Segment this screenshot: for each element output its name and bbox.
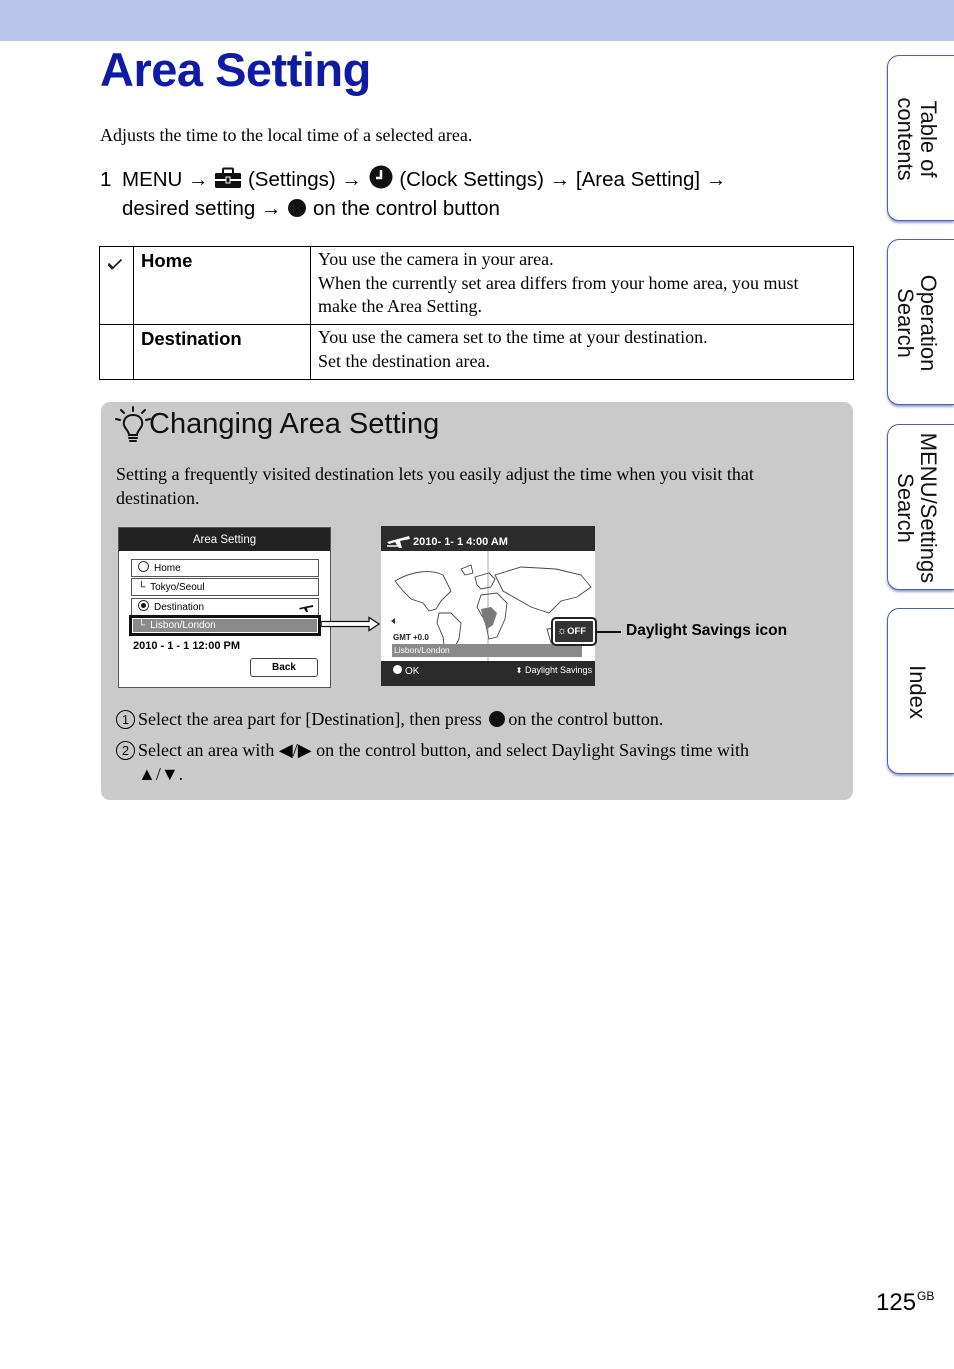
tab-line: MENU/Settings [916,432,942,584]
menu-label: MENU [122,168,183,191]
daylight-label: Daylight Savings [524,665,592,675]
step-text: on the control button. [508,709,664,729]
description-line: When the currently set area differs from your home area, you must [318,272,799,293]
hint-text: Setting a frequently visited destination lets you easily adjust the time when you visit that destination. [116,464,754,508]
description-line: make the Area Setting. [318,296,482,316]
world-map-screen [381,526,595,686]
sun-icon: ☼ [557,625,568,637]
home-label: Home [154,563,181,574]
table-row [100,247,854,325]
description-line: You use the camera set to the time at your destination. [318,327,708,347]
desired-setting-label: desired setting [122,197,256,220]
arrow-icon: → [705,168,727,191]
destination-city [129,615,321,636]
tab-line: Search [893,473,919,543]
tab-index[interactable] [887,608,954,774]
clock-settings-label: (Clock Settings) [399,168,544,191]
center-button-icon [488,710,506,728]
ok-hint [393,665,419,677]
branch-icon: └ [138,582,146,593]
screen-datetime: 2010- 1- 1 4:00 AM [413,536,508,548]
page-title: Area Setting [100,43,371,96]
center-button-icon [287,198,307,218]
daylight-hint [516,665,592,675]
step-text: ▲/▼. [138,764,184,784]
description-line: You use the camera in your area. [318,249,554,269]
tab-line: Search [893,288,919,358]
arrow-icon: → [549,168,571,191]
back-button: Back [250,658,318,677]
home-option [131,559,319,577]
area-setting-screen [118,527,331,688]
option-description [311,247,854,325]
option-name: Home [134,247,311,325]
tab-line: contents [893,97,919,181]
top-color-band [0,0,954,41]
screen-header: Area Setting [119,528,330,551]
arrow-icon: → [261,197,282,220]
tab-line: Operation [916,274,942,372]
daylight-savings-callout: Daylight Savings icon [626,622,788,639]
checkmark-icon [107,258,123,270]
option-description [311,325,854,380]
tab-label [884,240,951,406]
airplane-icon [386,529,412,549]
tab-label [884,425,951,591]
tab-line: Index [905,665,930,719]
page-number-value: 125 [876,1289,917,1316]
default-mark-cell [100,247,134,325]
up-down-icon: ⬍ [515,666,523,675]
selected-city: Lisbon/London [392,644,582,657]
airplane-icon [298,601,314,613]
destination-city-label: Lisbon/London [150,620,216,631]
area-setting-label: [Area Setting] [575,168,701,191]
destination-option [131,598,319,616]
hint-box [101,402,853,800]
tab-label [884,56,951,222]
tab-label [884,609,951,775]
clock-icon [368,165,394,189]
step-text: Select the area part for [Destination], then press [138,709,482,729]
screen-datetime: 2010 - 1 - 1 12:00 PM [133,640,241,652]
description-line: Set the destination area. [318,350,490,371]
daylight-savings-badge [553,619,595,644]
center-button-icon [393,665,402,674]
pointer-arrow [319,616,381,632]
radio-selected-icon [138,600,149,611]
lightbulb-icon [115,406,151,446]
tab-table-of-contents[interactable] [887,55,954,221]
home-city-label: Tokyo/Seoul [150,582,205,593]
table-row [100,325,854,380]
intro-text: Adjusts the time to the local time of a selected area. [100,125,473,145]
destination-label: Destination [154,602,205,613]
home-city [131,578,319,596]
callout-line [595,631,621,633]
radio-icon [138,561,149,572]
step-marker: 1 [116,710,135,729]
settings-label: (Settings) [247,168,336,191]
arrow-icon: → [341,168,362,191]
step-number: 1 [100,168,112,191]
ok-label: OK [405,666,420,677]
hint-step-2 [116,738,826,786]
arrow-icon: → [188,168,209,191]
gmt-offset: GMT +0.0 [393,633,429,642]
control-button-label: on the control button [312,197,500,220]
options-table [99,246,854,380]
step-marker: 2 [116,741,135,760]
option-name: Destination [134,325,311,380]
tab-line: Table of [916,100,942,178]
branch-icon: └ [138,620,146,631]
settings-toolbox-icon [214,167,242,189]
step-text: Select an area with ◀/▶ on the control button, and select Daylight Savings time with [138,740,750,760]
page-number-suffix: GB [917,1289,935,1303]
tab-menu-settings-search[interactable] [887,424,954,590]
tab-operation-search[interactable] [887,239,954,405]
hint-step-1 [116,709,663,730]
default-mark-cell [100,325,134,380]
page-number [876,1289,934,1317]
hint-title: Changing Area Setting [149,408,440,440]
dst-state: OFF [567,626,587,637]
